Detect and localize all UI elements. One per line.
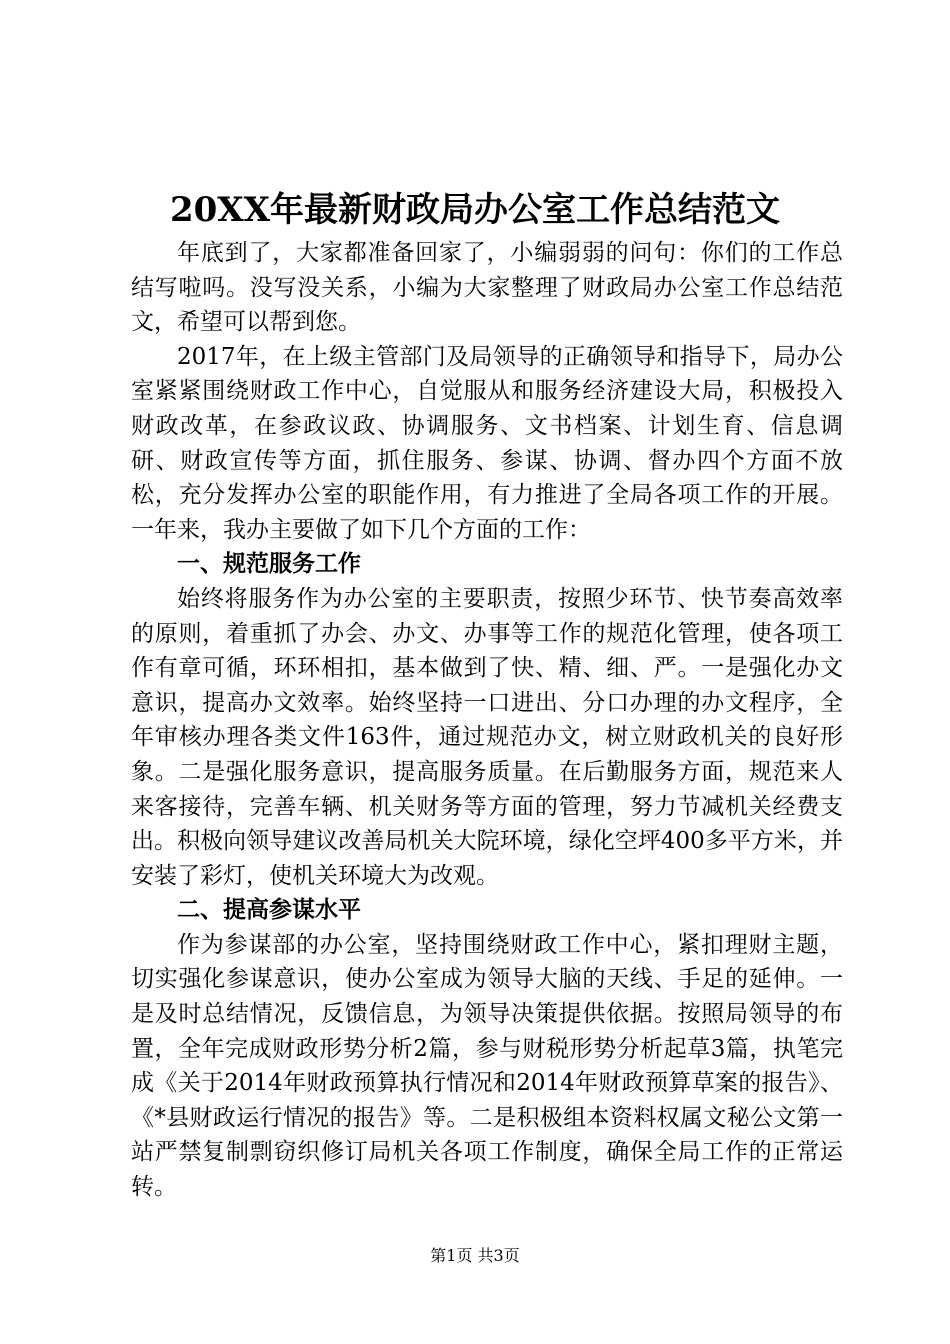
section-heading-service: 一、规范服务工作 xyxy=(177,550,361,578)
section-heading-advisory: 二、提高参谋水平 xyxy=(177,896,361,924)
section-text-service: 始终将服务作为办公室的主要职责，按照少环节、快节奏高效率的原则，着重抓了办会、办文、办事等工作的规范化管理，使各项工作有章可循，环环相扣，基本做到了快、精、细、严。一是强化办文意识，提高办文效率。始终坚持一口进出、分口办理的办文程序，全年审核办理各类文件163件，通过规范办文，树立财政机关的良好形象。二是强化服务意识，提高服务质量。在后勤服务方面，规范来人来客接待，完善车辆、机关财务等方面的管理，努力节减机关经费支出。积极向领导建议改善局机关大院环境，绿化空坪400多平方米，并安装了彩灯，使机关环境大为改观。 xyxy=(131,585,843,889)
intro-paragraph: 年底到了，大家都准备回家了，小编弱弱的问句：你们的工作总结写啦吗。没写没关系，小编为大家整理了财政局办公室工作总结范文，希望可以帮到您。 xyxy=(131,240,843,336)
section-text-advisory: 作为参谋部的办公室，坚持围绕财政工作中心，紧扣理财主题，切实强化参谋意识，使办公室成为领导大脑的天线、手足的延伸。一是及时总结情况，反馈信息，为领导决策提供依据。按照局领导的布置，全年完成财政形势分析2篇，参与财税形势分析起草3篇，执笔完成《关于2014年财政预算执行情况和2014年财政预算草案的报告》、《*县财政运行情况的报告》等。二是积极组本资料权属文秘公文第一站严禁复制剽窃织修订局机关各项工作制度，确保全局工作的正常运转。 xyxy=(131,931,843,1201)
document-title: 20XX年最新财政局办公室工作总结范文 xyxy=(169,190,781,230)
overview-paragraph: 2017年，在上级主管部门及局领导的正确领导和指导下，局办公室紧紧围绕财政工作中心，自觉服从和服务经济建设大局，积极投入财政改革，在参政议政、协调服务、文书档案、计划生育、信息调研、财政宣传等方面，抓住服务、参谋、协调、督办四个方面不放松，充分发挥办公室的职能作用，有力推进了全局各项工作的开展。一年来，我办主要做了如下几个方面的工作： xyxy=(131,343,843,543)
page-number-footer: 第1页 共3页 xyxy=(430,1246,520,1265)
document-body xyxy=(131,236,843,1205)
